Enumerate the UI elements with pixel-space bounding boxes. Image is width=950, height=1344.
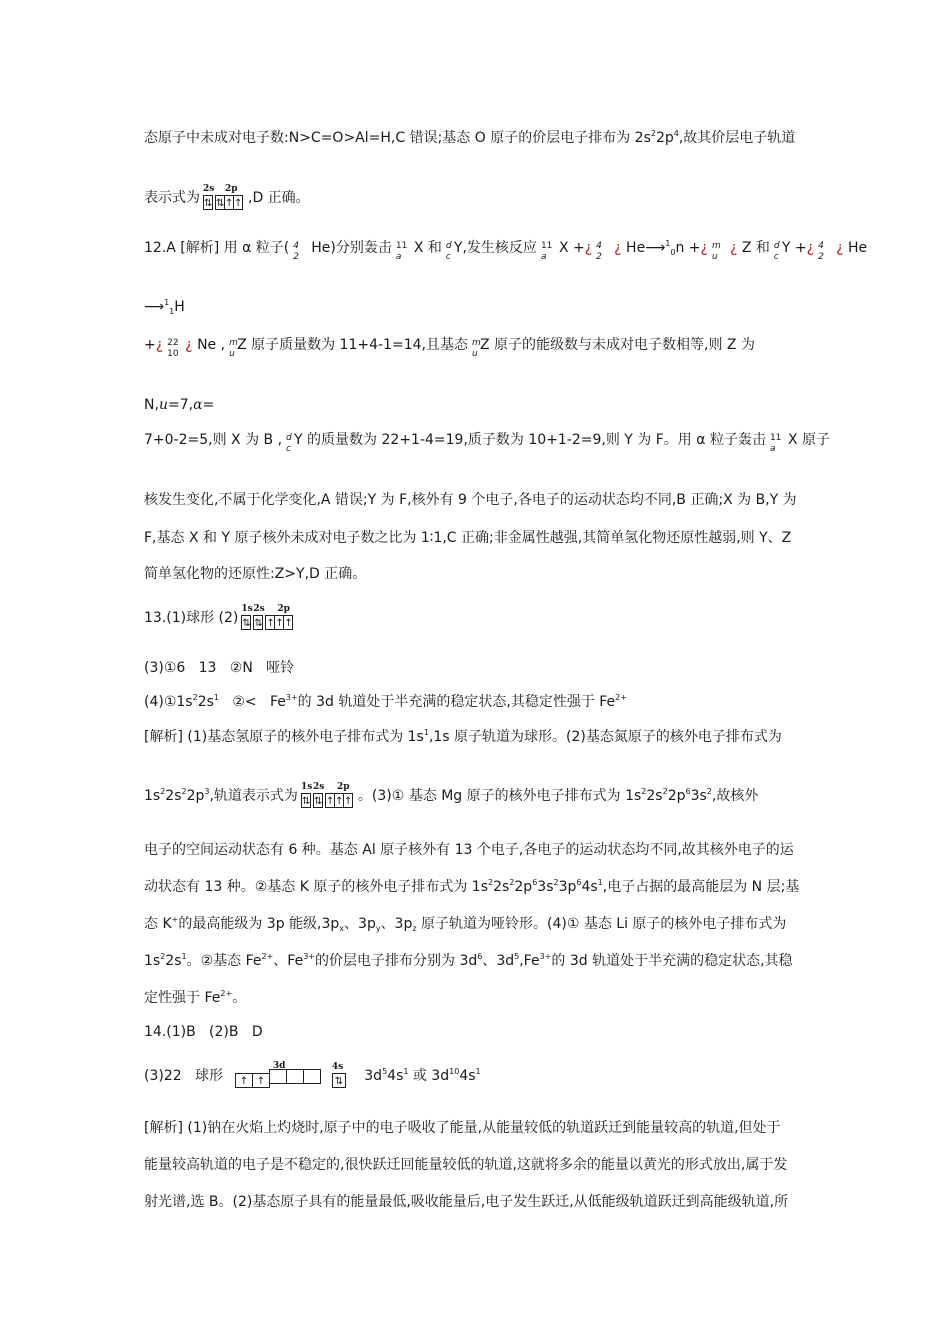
text-line: $1s^22s^22p^3$,轨道表示式为 1s ⇅ 2s ⇅ 2p ↑↑↑ 。(3)① 基态 Mg 原子的核外电子排布式为 $1s^22s^22p^63s^2$,故核外 <box>144 786 758 810</box>
text-line: 能量较高轨道的电子是不稳定的,很快跃迁回能量较低的轨道,这就将多余的能量以黄光的形式放出,属于发 <box>144 1157 788 1173</box>
orbital-diagram: 1s ⇅ 2s ⇅ 2p ↑↑↑ <box>300 782 353 807</box>
text: Z 原子的能级数与未成对电子数相等,则 Z 为 <box>479 337 755 353</box>
text: X 原子 <box>787 432 830 448</box>
text: ,D 正确。 <box>248 190 310 206</box>
text: 12.A [解析] 用 α 粒子 <box>144 240 284 256</box>
text-line: 射光谱,选 B。(2)基态原子具有的能量最低,吸收能量后,电子发生跃迁,从低能级轨道跃迁到高能级轨道,所 <box>144 1194 789 1210</box>
text: He)分别轰击 <box>311 240 392 256</box>
text: Ne <box>197 337 217 353</box>
orbital-diagram: 3d ↑ ↑ 4s ⇅ <box>235 1069 348 1090</box>
text-line: 电子的空间运动状态有 6 种。基态 Al 原子核外有 13 个电子,各电子的运动状态均不同,故其核外电子的运 <box>144 842 794 858</box>
text: He <box>626 240 646 256</box>
text-line: 态 K+的最高能级为 3p 能级$,3p_x$、$3p_y$、$3p_z$ 原子轨道为哑铃形。(4)① 基态 Li 原子的核外电子排布式为 <box>144 915 787 933</box>
orbital-label: 2p <box>225 184 238 194</box>
text-line: F,基态 X 和 Y 原子核外未成对电子数之比为 1∶1,C 正确;非金属性越强,其简单氢化物还原性越弱,则 Y、Z <box>144 530 792 546</box>
text-line: [解析] (1)基态氢原子的核外电子排布式为 $1s^1,1s$ 原子轨道为球形。(2)基态氮原子的核外电子排布式为 <box>144 728 782 745</box>
text: X <box>558 240 569 256</box>
text: H <box>174 299 185 315</box>
text: 表示式为 <box>144 190 200 206</box>
text: n <box>675 240 685 256</box>
orbital-diagram: 2s ⇅ 2p ⇅↑↑ <box>203 192 245 212</box>
text-line: $1s^22s^1$。②基态 $Fe^{2+}$、$Fe^{3+}$的价层电子排布分别为 $3d^6$、$3d^5,Fe^{3+}$的 3d 轨道处于半充满的稳定状态,其稳 <box>144 952 793 969</box>
text-line: 动状态有 13 种。②基态 K 原子的核外电子排布式为 $1s^22s^22p^63s^23p^64s^1$,电子占据的最高能层为 N 层;基 <box>144 878 800 895</box>
text: X 和 <box>413 240 442 256</box>
text-line: 14.(1)B (2)B D <box>144 1024 263 1040</box>
text-line <box>144 604 298 632</box>
text: 13.(1)球形 (2) <box>144 610 239 626</box>
text-line: 定性强于 $Fe^{2+}$。 <box>144 989 247 1006</box>
text-line: (3)①6 13 ②N 哑铃 <box>144 660 295 676</box>
text: Z 和 <box>741 240 770 256</box>
text-line: [解析] (1)钠在火焰上灼烧时,原子中的电子吸收了能量,从能量较低的轨道跃迁到能量较高的轨道,但处于 <box>144 1120 781 1136</box>
orbital-diagram: 1s ⇅ 2s ⇅ 2p ↑↑↑ <box>241 604 293 629</box>
text: He <box>847 240 868 256</box>
text-line: (3)22 球形 3d ↑ ↑ 4s ⇅ $3d^54s^1$ 或 $3d^{10}4s^1$ <box>144 1066 481 1090</box>
text-line: $(4)①1s^22s^1$ ②< $Fe^{3+}$的 3d 轨道处于半充满的稳定状态,其稳定性强于 $Fe^{2+}$ <box>144 693 627 710</box>
text-line: 12.A [解析] 用 α 粒子( 4 2 He)分别轰击 11 a X 和 d c Y,发生核反应 11 a X +¿ 4 2 ¿ He⟶$^1_0$n +¿ m u ¿ Z 和 d c Y +¿ 4 2 ¿ He <box>144 239 868 262</box>
text-line: 态原子中未成对电子数:N>C=O>Al=H,C 错误;基态 O 原子的价层电子排布为 $2s^22p^4$,故其价层电子轨道 <box>144 129 796 146</box>
text-line: 核发生变化,不属于化学变化,A 错误;Y 为 F,核外有 9 个电子,各电子的运动状态均不同,B 正确;X 为 B,Y 为 <box>144 492 797 508</box>
text: Z 原子质量数为 11+4-1=14,且基态 <box>237 337 468 353</box>
text-line: 简单氢化物的还原性:Z>Y,D 正确。 <box>144 566 367 582</box>
text-line: ⟶$^1_1$H <box>144 298 185 316</box>
text: 7+0-2=5,则 X 为 B <box>144 432 274 448</box>
orbital-label: 2s <box>203 184 215 194</box>
text: Y,发生核反应 <box>453 240 537 256</box>
text: Y <box>781 240 791 256</box>
text-line: +¿ 22 10 ¿ Ne , m u Z 原子质量数为 11+4-1=14,且基态 m u Z 原子的能级数与未成对电子数相等,则 Z 为 <box>144 337 755 359</box>
text-line: N,u=7,α= <box>144 397 215 413</box>
text-line <box>144 184 310 212</box>
text-line: 7+0-2=5,则 X 为 B , d c Y 的质量数为 22+1-4=19,质子数为 10+1-2=9,则 Y 为 F。用 α 粒子轰击 11 a X 原子 <box>144 432 830 454</box>
text: Y 的质量数为 22+1-4=19,质子数为 10+1-2=9,则 Y 为 F。用 α 粒子轰击 <box>294 432 766 448</box>
